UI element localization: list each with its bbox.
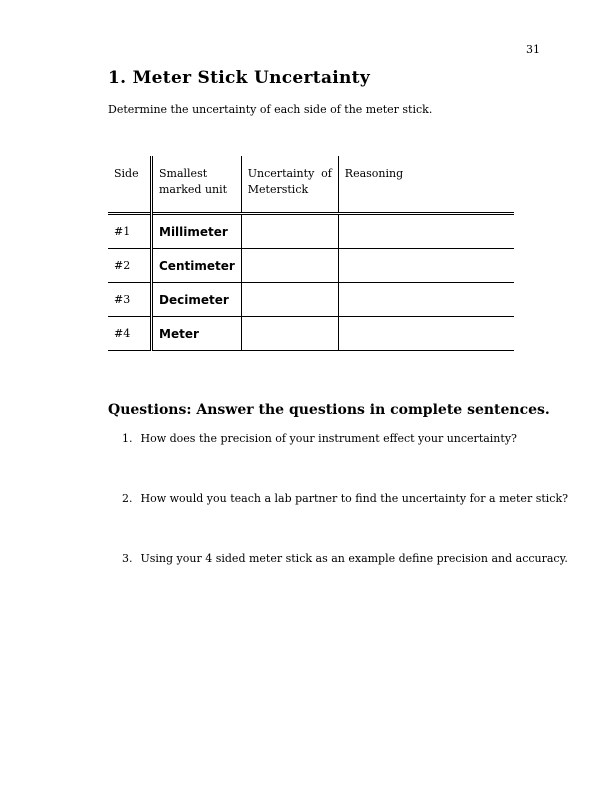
header-side: Side	[108, 156, 152, 214]
question-item	[122, 552, 568, 565]
cell-reasoning[interactable]	[338, 249, 514, 283]
header-uncertainty	[241, 156, 338, 214]
cell-uncertainty[interactable]	[241, 214, 338, 249]
cell-uncertainty[interactable]	[241, 317, 338, 351]
question-text: Using your 4 sided meter stick as an example define precision and accuracy.	[140, 552, 568, 565]
header-unit-line1: Smallest	[159, 167, 208, 180]
table-row	[108, 214, 514, 249]
question-number: 2.	[122, 492, 133, 505]
cell-unit: Millimeter	[152, 214, 242, 249]
header-uncertainty-word1: Uncertainty	[247, 167, 315, 180]
question-item	[122, 432, 517, 445]
cell-unit: Centimeter	[152, 249, 242, 283]
cell-side: #1	[108, 214, 152, 249]
table-row	[108, 317, 514, 351]
cell-side: #3	[108, 283, 152, 317]
cell-side: #2	[108, 249, 152, 283]
section-title: 1. Meter Stick Uncertainty	[108, 68, 371, 88]
cell-reasoning[interactable]	[338, 317, 514, 351]
question-number: 3.	[122, 552, 133, 565]
questions-title: Questions: Answer the questions in complete sentences.	[108, 402, 550, 418]
cell-uncertainty[interactable]	[241, 249, 338, 283]
header-unit-line2: marked unit	[159, 183, 228, 196]
uncertainty-table	[108, 156, 514, 351]
table-row	[108, 249, 514, 283]
question-text: How would you teach a lab partner to find the uncertainty for a meter stick?	[140, 492, 569, 505]
question-number: 1.	[122, 432, 133, 445]
cell-reasoning[interactable]	[338, 214, 514, 249]
header-reasoning: Reasoning	[344, 167, 404, 180]
intro-text: Determine the uncertainty of each side of the meter stick.	[108, 103, 433, 116]
question-text: How does the precision of your instrument effect your uncertainty?	[140, 432, 517, 445]
cell-uncertainty[interactable]	[241, 283, 338, 317]
header-uncertainty-word2: of	[321, 167, 332, 180]
cell-reasoning[interactable]	[338, 283, 514, 317]
header-uncertainty-line2: Meterstick	[247, 183, 309, 196]
table-row	[108, 283, 514, 317]
table-header-row	[108, 156, 514, 214]
header-uncertainty-line1	[248, 166, 332, 182]
page-number: 31	[526, 43, 540, 56]
header-smallest-unit	[152, 156, 242, 214]
cell-unit: Meter	[152, 317, 242, 351]
cell-side: #4	[108, 317, 152, 351]
cell-unit: Decimeter	[152, 283, 242, 317]
question-item	[122, 492, 568, 505]
